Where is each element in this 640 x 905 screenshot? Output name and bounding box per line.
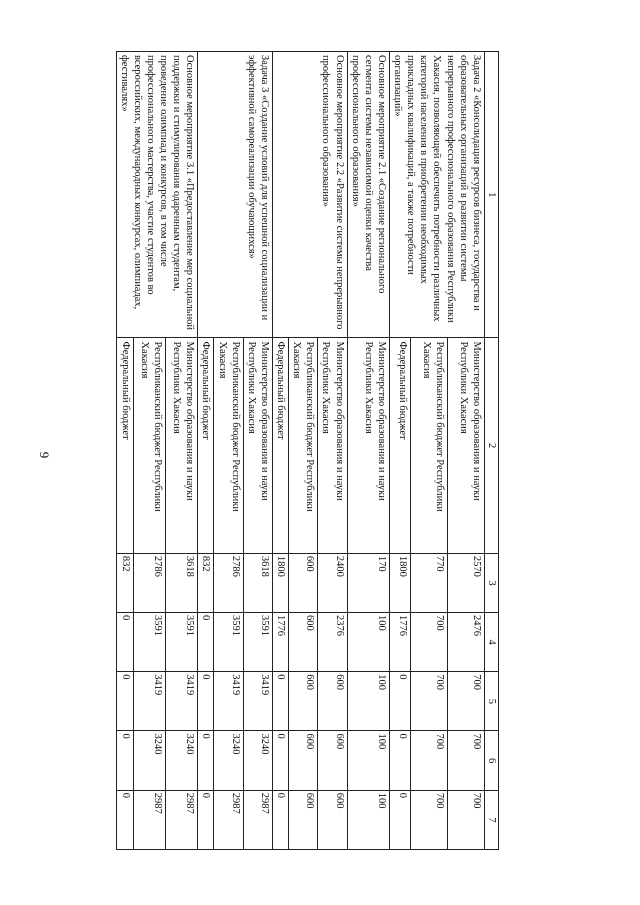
value-cell: 3419	[214, 672, 243, 731]
funding-source-cell: Министерство образования и науки Республики Хакасия	[166, 338, 198, 553]
value-cell: 3419	[243, 672, 272, 731]
header-cell: 6	[484, 731, 498, 790]
value-cell: 700	[447, 731, 484, 790]
value-cell: 0	[116, 790, 134, 849]
funding-source-cell: Республиканский бюджет Республики Хакасия	[134, 338, 166, 553]
value-cell: 600	[318, 790, 347, 849]
header-row	[484, 52, 498, 850]
header-cell: 3	[484, 553, 498, 612]
table-row	[318, 52, 347, 850]
value-cell: 600	[289, 790, 318, 849]
value-cell: 600	[289, 731, 318, 790]
value-cell: 600	[318, 672, 347, 731]
value-cell: 600	[289, 553, 318, 612]
value-cell: 100	[347, 731, 389, 790]
value-cell: 0	[116, 672, 134, 731]
value-cell: 1800	[390, 553, 411, 612]
page-number: 9	[37, 451, 52, 459]
value-cell: 832	[198, 553, 214, 612]
value-cell: 3240	[134, 731, 166, 790]
value-cell: 700	[447, 790, 484, 849]
funding-source-cell: Федеральный бюджет	[198, 338, 214, 553]
header-cell: 4	[484, 613, 498, 672]
funding-source-cell: Министерство образования и науки Республики Хакасия	[347, 338, 389, 553]
value-cell: 3618	[243, 553, 272, 612]
value-cell: 170	[347, 553, 389, 612]
value-cell: 0	[390, 790, 411, 849]
funding-source-cell: Республиканский бюджет Республики Хакасия	[214, 338, 243, 553]
task-name-cell: Основное мероприятие 2.2 «Развитие системы непрерывного профессионального образования»	[273, 52, 348, 338]
value-cell: 0	[390, 731, 411, 790]
value-cell: 2987	[243, 790, 272, 849]
header-cell: 2	[484, 338, 498, 553]
task-name-cell: Основное мероприятие 3.1 «Предоставление мер социальной поддержки и стимулирования одаренным студентам, проведение олимпиад и конкурсов, в том числе профессионального мастерства, участие студентов во всероссийских, международных конкурсах, олимпиадах, фестивалях»	[116, 52, 198, 338]
value-cell: 832	[116, 553, 134, 612]
funding-source-cell: Министерство образования и науки Республики Хакасия	[447, 338, 484, 553]
value-cell: 0	[198, 613, 214, 672]
value-cell: 600	[289, 672, 318, 731]
value-cell: 700	[410, 731, 447, 790]
table-row	[347, 52, 389, 850]
value-cell: 2476	[447, 613, 484, 672]
value-cell: 600	[318, 731, 347, 790]
value-cell: 700	[447, 672, 484, 731]
value-cell: 3419	[134, 672, 166, 731]
value-cell: 2376	[318, 613, 347, 672]
value-cell: 2570	[447, 553, 484, 612]
value-cell: 3618	[166, 553, 198, 612]
task-name-cell: Основное мероприятие 2.1 «Создание регионального сегмента системы независимой оценки качества профессионального образования»	[347, 52, 389, 338]
value-cell: 0	[198, 672, 214, 731]
rotated-table-area	[104, 51, 499, 850]
value-cell: 3591	[166, 613, 198, 672]
value-cell: 1776	[390, 613, 411, 672]
table-row	[447, 52, 484, 850]
header-cell: 1	[484, 52, 498, 338]
funding-source-cell: Республиканский бюджет Республики Хакасия	[410, 338, 447, 553]
value-cell: 3240	[243, 731, 272, 790]
funding-source-cell: Федеральный бюджет	[273, 338, 289, 553]
value-cell: 2987	[134, 790, 166, 849]
value-cell: 100	[347, 790, 389, 849]
funding-source-cell: Федеральный бюджет	[116, 338, 134, 553]
header-cell: 7	[484, 790, 498, 849]
table-row	[243, 52, 272, 850]
value-cell: 2786	[214, 553, 243, 612]
value-cell: 0	[390, 672, 411, 731]
value-cell: 2400	[318, 553, 347, 612]
value-cell: 3240	[166, 731, 198, 790]
value-cell: 700	[410, 613, 447, 672]
task-name-cell: Задача 2 «Консолидация ресурсов бизнеса, государства и образовательных организаций в развитии системы непрерывного профессионального образования Республики Хакасия, позволяющей обеспечить потребности различных категорий населения в приобретении необходимых прикладных квалификаций, а также потребности организаций»	[390, 52, 485, 338]
value-cell: 2786	[134, 553, 166, 612]
budget-table	[116, 51, 499, 850]
value-cell: 1776	[273, 613, 289, 672]
value-cell: 0	[273, 731, 289, 790]
value-cell: 3591	[134, 613, 166, 672]
table-body	[116, 52, 484, 850]
funding-source-cell: Федеральный бюджет	[390, 338, 411, 553]
value-cell: 3591	[243, 613, 272, 672]
header-cell: 5	[484, 672, 498, 731]
value-cell: 1800	[273, 553, 289, 612]
value-cell: 3591	[214, 613, 243, 672]
value-cell: 3240	[214, 731, 243, 790]
table-container	[104, 51, 499, 850]
funding-source-cell: Республиканский бюджет Республики Хакасия	[289, 338, 318, 553]
value-cell: 700	[410, 672, 447, 731]
funding-source-cell: Министерство образования и науки Республики Хакасия	[318, 338, 347, 553]
value-cell: 700	[410, 790, 447, 849]
table-row	[166, 52, 198, 850]
value-cell: 2987	[214, 790, 243, 849]
value-cell: 0	[116, 613, 134, 672]
value-cell: 3419	[166, 672, 198, 731]
value-cell: 100	[347, 613, 389, 672]
value-cell: 770	[410, 553, 447, 612]
value-cell: 2987	[166, 790, 198, 849]
value-cell: 600	[289, 613, 318, 672]
value-cell: 0	[116, 731, 134, 790]
funding-source-cell: Министерство образования и науки Республики Хакасия	[243, 338, 272, 553]
value-cell: 0	[198, 731, 214, 790]
value-cell: 0	[273, 790, 289, 849]
value-cell: 0	[273, 672, 289, 731]
value-cell: 0	[198, 790, 214, 849]
value-cell: 100	[347, 672, 389, 731]
task-name-cell: Задача 3 «Создание условий для успешной социализации и эффективной самореализации обучающихся»	[198, 52, 273, 338]
